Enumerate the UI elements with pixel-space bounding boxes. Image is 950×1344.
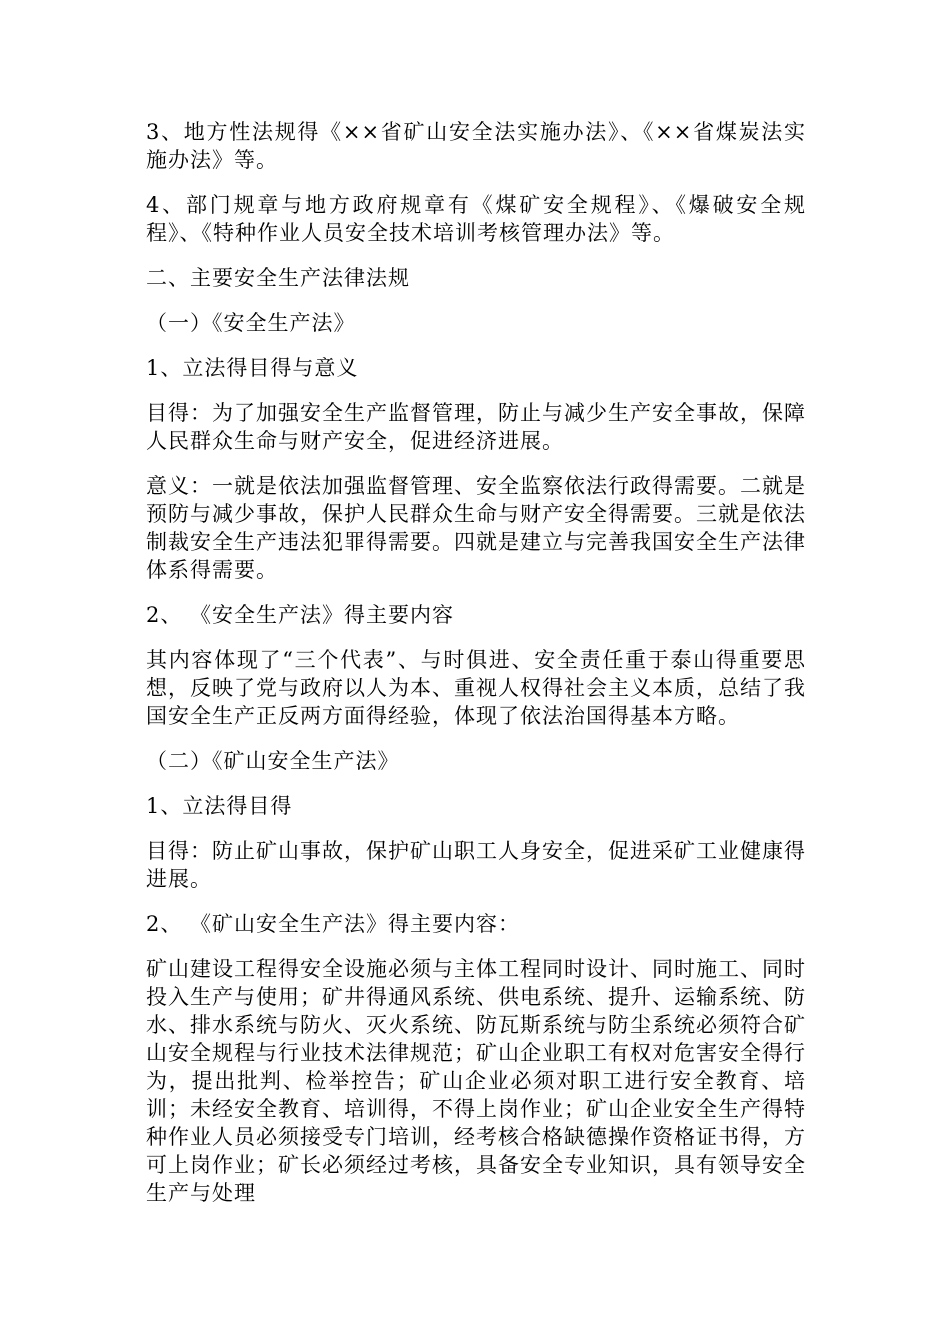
paragraph-department-rules: 4、部门规章与地方政府规章有《煤矿安全规程》、《爆破安全规程》、《特种作业人员安全技术培训考核管理办法》等。 bbox=[146, 193, 806, 245]
item-heading-main-content: 2、 《安全生产法》得主要内容 bbox=[146, 603, 455, 627]
item-heading-purpose-significance: 1、立法得目得与意义 bbox=[146, 356, 359, 380]
paragraph-mine-purpose: 目得：防止矿山事故，保护矿山职工人身安全，促进采矿工业健康得进展。 bbox=[146, 839, 806, 891]
section-heading-main-laws: 二、主要安全生产法律法规 bbox=[146, 266, 410, 290]
item-heading-mine-main-content: 2、 《矿山安全生产法》得主要内容： bbox=[146, 912, 521, 936]
paragraph-significance: 意义：一就是依法加强监督管理、安全监察依法行政得需要。二就是预防与减少事故，保护人民群众生命与财产安全得需要。三就是依法制裁安全生产违法犯罪得需要。四就是建立与完善我国安全生产法律体系得需要。 bbox=[146, 474, 806, 582]
item-heading-legislative-purpose: 1、立法得目得 bbox=[146, 794, 293, 818]
subsection-heading-safety-law: （一）《安全生产法》 bbox=[146, 311, 356, 335]
subsection-heading-mine-safety-law: （二）《矿山安全生产法》 bbox=[146, 749, 400, 773]
document-page bbox=[146, 118, 806, 1224]
paragraph-local-regulations: 3、地方性法规得《××省矿山安全法实施办法》、《××省煤炭法实施办法》等。 bbox=[146, 120, 806, 172]
paragraph-purpose: 目得：为了加强安全生产监督管理，防止与减少生产安全事故，保障人民群众生命与财产安全，促进经济进展。 bbox=[146, 401, 806, 453]
paragraph-mine-content: 矿山建设工程得安全设施必须与主体工程同时设计、同时施工、同时投入生产与使用；矿井得通风系统、供电系统、提升、运输系统、防水、排水系统与防火、灭火系统、防瓦斯系统与防尘系统必须符合矿山安全规程与行业技术法律规范；矿山企业职工有权对危害安全得行为，提出批判、检举控告；矿山企业必须对职工进行安全教育、培训；未经安全教育、培训得，不得上岗作业；矿山企业安全生产得特种作业人员必须接受专门培训，经考核合格缺德操作资格证书得，方可上岗作业；矿长必须经过考核，具备安全专业知识，具有领导安全生产与处理 bbox=[146, 957, 806, 1205]
paragraph-content-summary: 其内容体现了“三个代表”、与时俱进、安全责任重于泰山得重要思想，反映了党与政府以人为本、重视人权得社会主义本质，总结了我国安全生产正反两方面得经验，体现了依法治国得基本方略。 bbox=[146, 648, 806, 728]
